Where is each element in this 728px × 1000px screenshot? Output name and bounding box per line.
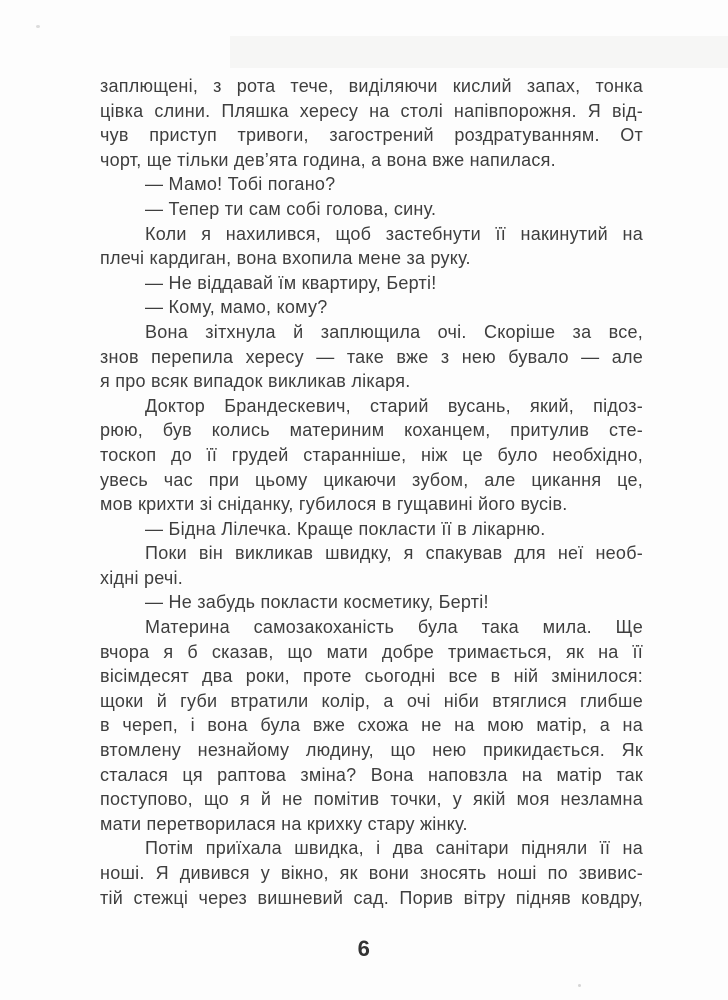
paragraph-dialogue	[100, 517, 643, 542]
text-line: цівка слини. Пляшка хересу на столі напівпорожня. Я від-	[100, 100, 643, 121]
text-line: плечі кардиган, вона вхопила мене за руку.	[100, 248, 471, 269]
text-line: заплющені, з рота тече, виділяючи кислий запах, тонка	[100, 76, 643, 96]
scan-speck	[36, 25, 40, 28]
text-line: Материна самозакоханість була така мила. Ще	[145, 617, 643, 638]
paragraph-dialogue	[100, 172, 643, 197]
paragraph	[100, 615, 643, 836]
text-line: вісімдесят два роки, проте сьогодні все в ній змінилося:	[100, 666, 643, 687]
text-line: сталася ця раптова зміна? Вона наповзла на матір так	[100, 764, 643, 785]
text-line: Поки він викликав швидку, я спакував для неї необ-	[145, 543, 643, 564]
paragraph-dialogue	[100, 295, 643, 320]
text-line: чув приступ тривоги, загострений роздратуванням. От	[100, 125, 643, 146]
text-line: — Бідна Лілечка. Краще покласти її в лікарню.	[145, 518, 546, 539]
text-line: мати перетворилася на крихку стару жінку.	[100, 813, 468, 834]
text-line: втомлену незнайому людину, що нею прикидається. Як	[100, 740, 643, 761]
text-line: мов крихти зі сніданку, губилося в гущавині його вусів.	[100, 494, 568, 515]
text-line: я про всяк випадок викликав лікаря.	[100, 371, 411, 392]
paragraph	[100, 320, 643, 394]
paragraph	[100, 836, 643, 910]
text-line: щоки й губи втратили колір, а очі ніби втяглися глибше	[100, 690, 643, 711]
text-line: Коли я нахилився, щоб застебнути її накинутий на	[145, 223, 643, 244]
text-line: чорт, ще тільки дев’ята година, а вона вже напилася.	[100, 149, 556, 170]
page-number: 6	[357, 936, 371, 961]
text-line: Потім приїхала швидка, і два санітари підняли її на	[145, 838, 643, 859]
text-line: — Кому, мамо, кому?	[145, 297, 328, 318]
text-line: рюю, був колись материним коханцем, притулив сте-	[100, 420, 643, 441]
paragraph	[100, 541, 643, 590]
text-line: — Не забудь покласти косметику, Берті!	[145, 592, 489, 613]
text-line: знов перепила хересу — таке вже з нею бувало — але	[100, 346, 643, 367]
text-line: Доктор Брандескевич, старий вусань, який, підоз-	[145, 395, 643, 416]
text-line: в череп, і вона була вже схожа не на мою матір, а на	[100, 715, 643, 736]
text-line: — Мамо! Тобі погано?	[145, 174, 336, 195]
text-line: — Тепер ти сам собі голова, сину.	[145, 198, 437, 219]
text-line: поступово, що я й не помітив точки, у якій моя незламна	[100, 789, 643, 810]
scan-speck	[578, 984, 581, 987]
paragraph-dialogue	[100, 590, 643, 615]
paragraph	[100, 74, 643, 172]
text-line: вчора я б сказав, що мати добре тримається, як на її	[100, 641, 643, 662]
text-line: — Не віддавай їм квартиру, Берті!	[145, 272, 437, 293]
page-text	[100, 74, 643, 910]
text-line: тій стежці через вишневий сад. Порив вітру підняв ковдру,	[100, 887, 643, 908]
text-line: тоскоп до її грудей старанніше, ніж це було необхідно,	[100, 444, 643, 465]
paragraph-dialogue	[100, 271, 643, 296]
paragraph	[100, 394, 643, 517]
text-line: увесь час при цьому цикаючи зубом, але цикання це,	[100, 469, 643, 490]
text-line: Вона зітхнула й заплющила очі. Скоріше за все,	[145, 321, 643, 342]
text-line: хідні речі.	[100, 567, 183, 588]
text-line: ноші. Я дивився у вікно, як вони зносять ноші по звивис-	[100, 863, 643, 883]
paragraph	[100, 222, 643, 271]
scan-artifact-band	[230, 36, 728, 68]
paragraph-dialogue	[100, 197, 643, 222]
